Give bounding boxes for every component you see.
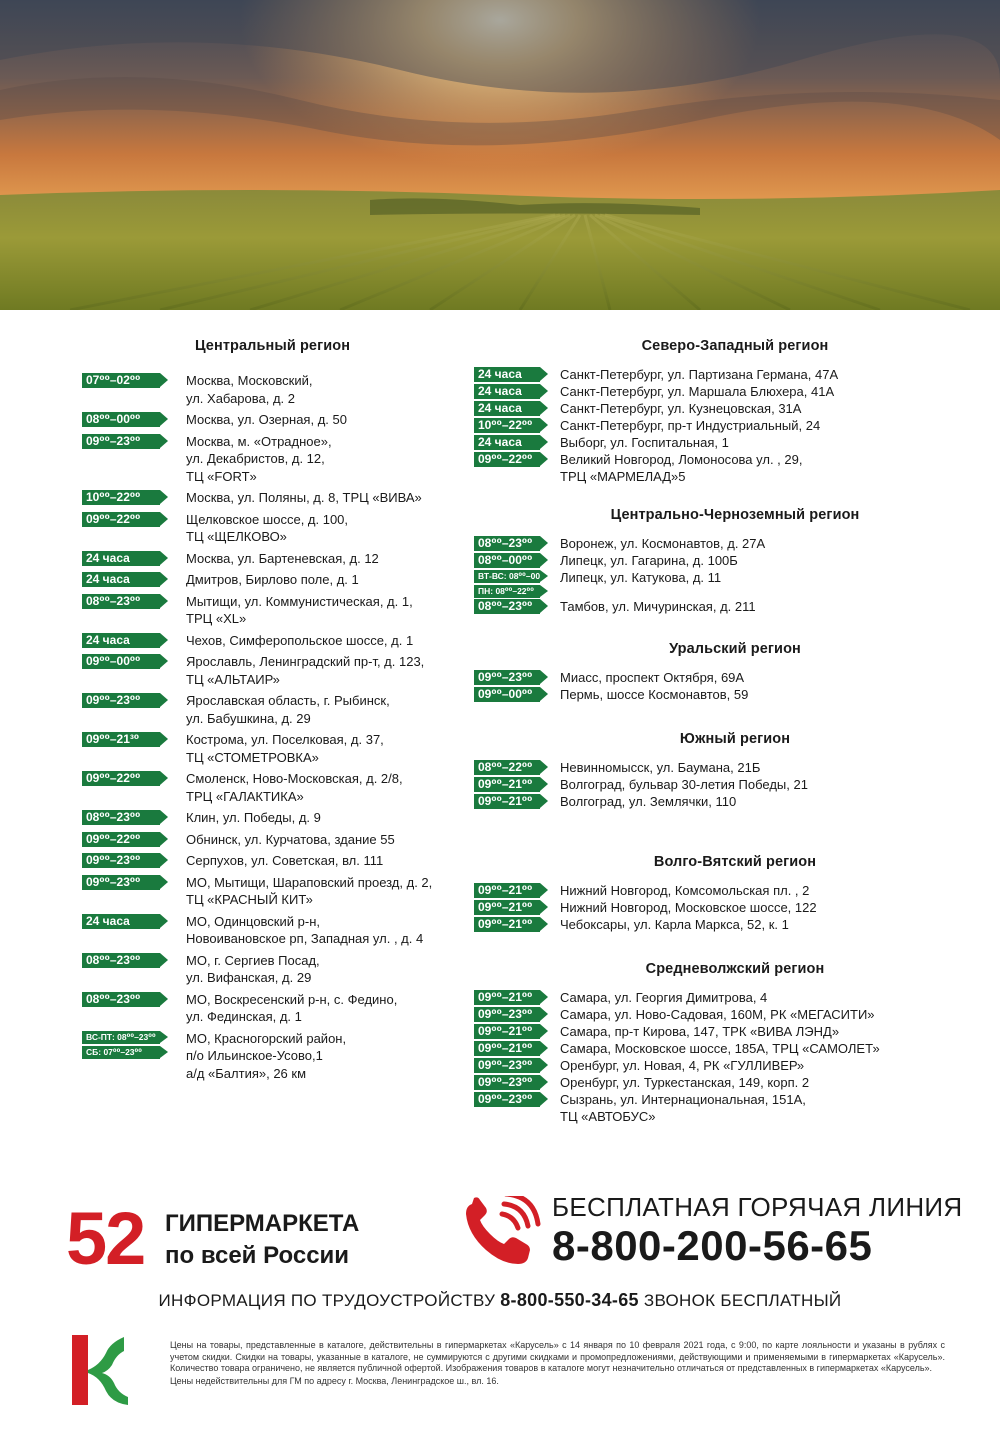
opening-hours: [82, 551, 160, 566]
region-title: Волго-Вятский регион: [653, 854, 817, 870]
store-address: Оренбург, ул. Новая, 4, РК «ГУЛЛИВЕР»: [560, 1058, 805, 1073]
hours-tag: 09⁰⁰–22⁰⁰: [82, 771, 160, 786]
hours-tag: 09⁰⁰–23⁰⁰: [474, 1058, 540, 1073]
opening-hours: [82, 693, 160, 708]
hours-tag: 24 часа: [474, 435, 540, 450]
opening-hours: [474, 777, 540, 792]
opening-hours: [474, 1041, 540, 1056]
opening-hours: [474, 990, 540, 1005]
store-address: Самара, Московское шоссе, 185А, ТРЦ «САМОЛЕТ»: [560, 1041, 880, 1056]
region-title: Центрально-Черноземный регион: [610, 507, 860, 523]
region-title: Средневолжский регион: [645, 961, 825, 977]
store-entry: [470, 1074, 1000, 1091]
store-address: МО, Красногорский район, п/о Ильинское-Усово,1 а/д «Балтия», 26 км: [186, 1030, 347, 1081]
opening-hours: [82, 412, 160, 427]
hypermarket-count: 52: [66, 1197, 145, 1280]
hours-tag: 09⁰⁰–23⁰⁰: [82, 693, 160, 708]
store-entry: [0, 433, 470, 486]
store-entry: [0, 913, 470, 948]
store-address: МО, Мытищи, Шараповский проезд, д. 2, ТЦ «КРАСНЫЙ КИТ»: [186, 874, 433, 907]
store-entry: [0, 632, 470, 650]
store-address: МО, Одинцовский р-н, Новоивановское рп, Западная ул. , д. 4: [186, 913, 424, 946]
store-entry: [470, 383, 1000, 400]
store-address: Дмитров, Бирлово поле, д. 1: [186, 572, 359, 587]
hours-tag: 08⁰⁰–22⁰⁰: [474, 760, 540, 775]
store-address: Сызрань, ул. Интернациональная, 151А, ТЦ «АВТОБУС»: [560, 1092, 806, 1124]
jobs-phone-number[interactable]: 8-800-550-34-65: [500, 1290, 639, 1310]
region-block: [470, 961, 1000, 1125]
opening-hours: [82, 373, 160, 388]
store-address: МО, Воскресенский р-н, с. Федино, ул. Фединская, д. 1: [186, 991, 398, 1024]
store-address: Тамбов, ул. Мичуринская, д. 211: [560, 599, 756, 614]
store-address: Самара, ул. Георгия Димитрова, 4: [560, 990, 768, 1005]
store-address: Великий Новгород, Ломоносова ул. , 29, ТРЦ «МАРМЕЛАД»5: [560, 452, 803, 484]
store-address: Пермь, шоссе Космонавтов, 59: [560, 687, 749, 702]
opening-hours: [474, 452, 540, 467]
store-address: Москва, ул. Бартеневская, д. 12: [186, 550, 379, 566]
hours-tag: 09⁰⁰–23⁰⁰: [82, 875, 160, 890]
hours-tag: ВС-ПТ: 08⁰⁰–23⁰⁰: [82, 1031, 160, 1044]
region-block: [470, 338, 1000, 485]
opening-hours: [474, 900, 540, 915]
hero-landscape-image: [0, 0, 1000, 310]
opening-hours: [474, 1007, 540, 1022]
opening-hours: [474, 794, 540, 809]
store-entry: [0, 952, 470, 987]
karusel-logo-icon: [66, 1335, 132, 1405]
opening-hours: [82, 992, 160, 1007]
opening-hours: [474, 435, 540, 450]
store-entry: [470, 366, 1000, 383]
region-title: Центральный регион: [194, 338, 351, 354]
store-address: Москва, ул. Поляны, д. 8, ТРЦ «ВИВА»: [186, 490, 422, 505]
opening-hours: [82, 810, 160, 825]
store-address: Москва, ул. Озерная, д. 50: [186, 412, 347, 427]
store-entry: [0, 831, 470, 849]
store-address: Воронеж, ул. Космонавтов, д. 27А: [560, 536, 766, 551]
hours-tag: 09⁰⁰–21⁰⁰: [474, 1041, 540, 1056]
store-address: МО, г. Сергиев Посад, ул. Вифанская, д. 29: [186, 952, 320, 985]
opening-hours: [82, 732, 160, 747]
store-address: Санкт-Петербург, пр-т Индустриальный, 24: [560, 418, 821, 433]
opening-hours: [474, 670, 540, 685]
store-entry: [0, 489, 470, 507]
store-entry: [0, 571, 470, 589]
hours-tag: ВТ-ВС: 08⁰⁰–00⁰⁰: [474, 570, 540, 583]
store-entry: [0, 852, 470, 870]
store-entry: [0, 653, 470, 688]
store-address: Клин, ул. Победы, д. 9: [186, 810, 321, 825]
opening-hours: [82, 512, 160, 527]
store-entry: [470, 916, 1000, 933]
store-address: Мытищи, ул. Коммунистическая, д. 1, ТРЦ «XL»: [186, 593, 413, 626]
hours-tag: 09⁰⁰–21⁰⁰: [474, 777, 540, 792]
opening-hours: [474, 1058, 540, 1073]
hours-tag: 10⁰⁰–22⁰⁰: [82, 490, 160, 505]
store-entry: [0, 692, 470, 727]
store-entry: [470, 400, 1000, 417]
jobs-prefix: ИНФОРМАЦИЯ ПО ТРУДОУСТРОЙСТВУ: [158, 1291, 496, 1310]
store-entry: [470, 793, 1000, 810]
hours-tag: 09⁰⁰–22⁰⁰: [82, 512, 160, 527]
store-entry: [0, 511, 470, 546]
hours-tag: 08⁰⁰–23⁰⁰: [82, 594, 160, 609]
hours-tag: 09⁰⁰–00⁰⁰: [474, 687, 540, 702]
hours-tag: 09⁰⁰–21⁰⁰: [474, 1024, 540, 1039]
store-entry: [0, 1030, 470, 1083]
store-address: Выборг, ул. Госпитальная, 1: [560, 435, 729, 450]
store-entry: [470, 417, 1000, 434]
store-entry: [0, 770, 470, 805]
disclaimer-paragraph: Цены на товары, представленные в каталоге, действительны в гипермаркетах «Карусель» с 14 января по 10 февраля 2021 года, с 9:00, по карте лояльности и указаны в рублях с учетом скидки. Скидки на товары, указанные в каталоге, не суммируются с другими скидками и промопредложениями, действующими и применяемыми в гипермаркетах «Карусель». Количество товара ограничено, не является публичной офертой. Изображения товаров в каталоге могут незначительно отличаться от представленных в гипермаркетах «Карусель».: [170, 1340, 945, 1373]
hours-tag: 10⁰⁰–22⁰⁰: [474, 418, 540, 433]
region-block: [470, 731, 1000, 810]
store-entry: [0, 991, 470, 1026]
opening-hours: [82, 1031, 160, 1059]
hours-tag: 09⁰⁰–21⁰⁰: [474, 990, 540, 1005]
opening-hours: [474, 570, 548, 598]
region-block: [470, 641, 1000, 703]
hours-tag: 08⁰⁰–23⁰⁰: [82, 810, 160, 825]
hours-tag: 09⁰⁰–23⁰⁰: [474, 1007, 540, 1022]
hours-tag: 08⁰⁰–23⁰⁰: [474, 536, 540, 551]
store-address: Волгоград, бульвар 30-летия Победы, 21: [560, 777, 808, 792]
opening-hours: [82, 853, 160, 868]
jobs-info-line: [0, 1290, 1000, 1311]
store-entry: [470, 552, 1000, 569]
store-entry: [470, 759, 1000, 776]
store-address: Щелковское шоссе, д. 100, ТЦ «ЩЕЛКОВО»: [186, 511, 349, 544]
opening-hours: [82, 875, 160, 890]
store-address: Санкт-Петербург, ул. Партизана Германа, 47А: [560, 367, 839, 382]
store-address: Оренбург, ул. Туркестанская, 149, корп. 2: [560, 1075, 810, 1090]
jobs-suffix: ЗВОНОК БЕСПЛАТНЫЙ: [643, 1291, 842, 1310]
store-entry: [470, 669, 1000, 686]
store-address: Нижний Новгород, Комсомольская пл. , 2: [560, 883, 810, 898]
store-address: Обнинск, ул. Курчатова, здание 55: [186, 831, 395, 847]
opening-hours: [474, 384, 540, 399]
region-block: [470, 507, 1000, 615]
store-entry: [470, 1091, 1000, 1125]
hours-tag: 09⁰⁰–23⁰⁰: [82, 853, 160, 868]
hours-tag: 24 часа: [82, 572, 160, 587]
opening-hours: [474, 1092, 540, 1107]
hours-tag: 09⁰⁰–00⁰⁰: [82, 654, 160, 669]
store-address: Санкт-Петербург, ул. Кузнецовская, 31А: [560, 401, 802, 416]
hours-tag: 24 часа: [82, 633, 160, 648]
region-central: [0, 338, 470, 1082]
hours-tag: 09⁰⁰–23⁰⁰: [474, 1092, 540, 1107]
store-address: Самара, ул. Ново-Садовая, 160М, РК «МЕГАСИТИ»: [560, 1007, 875, 1022]
opening-hours: [474, 536, 540, 551]
store-entry: [470, 569, 1000, 598]
store-address: Чехов, Симферопольское шоссе, д. 1: [186, 632, 414, 648]
opening-hours: [474, 1075, 540, 1090]
count-label-line2: по всей России: [165, 1242, 350, 1269]
opening-hours: [82, 832, 160, 847]
opening-hours: [82, 434, 160, 449]
store-address: Волгоград, ул. Землячки, 110: [560, 794, 737, 809]
hours-tag: СБ: 07⁰⁰–23⁰⁰: [82, 1046, 160, 1059]
hours-tag: 09⁰⁰–23⁰⁰: [474, 1075, 540, 1090]
store-address: Москва, Московский, ул. Хабарова, д. 2: [186, 373, 313, 406]
opening-hours: [474, 1024, 540, 1039]
hours-tag: 09⁰⁰–21³⁰: [82, 732, 160, 747]
region-title: Северо-Западный регион: [641, 338, 829, 354]
store-entry: [470, 535, 1000, 552]
store-entry: [470, 989, 1000, 1006]
region-block: [470, 854, 1000, 933]
hours-tag: 08⁰⁰–23⁰⁰: [82, 992, 160, 1007]
hours-tag: 08⁰⁰–00⁰⁰: [82, 412, 160, 427]
opening-hours: [474, 883, 540, 898]
store-entry: [470, 882, 1000, 899]
opening-hours: [474, 599, 540, 614]
opening-hours: [82, 654, 160, 669]
store-entry: [0, 411, 470, 429]
store-address: Москва, м. «Отрадное», ул. Декабристов, д. 12, ТЦ «FORT»: [186, 433, 332, 484]
store-entry: [470, 1006, 1000, 1023]
store-entry: [470, 598, 1000, 615]
store-entry: [0, 593, 470, 628]
store-address: Самара, пр-т Кирова, 147, ТРК «ВИВА ЛЭНД»: [560, 1024, 840, 1039]
hours-tag: 09⁰⁰–22⁰⁰: [82, 832, 160, 847]
store-address: Нижний Новгород, Московское шоссе, 122: [560, 900, 817, 915]
opening-hours: [474, 401, 540, 416]
opening-hours: [82, 953, 160, 968]
hours-tag: 09⁰⁰–23⁰⁰: [474, 670, 540, 685]
store-entry: [470, 686, 1000, 703]
store-entry: [0, 809, 470, 827]
opening-hours: [474, 917, 540, 932]
hours-tag: 09⁰⁰–21⁰⁰: [474, 883, 540, 898]
hours-tag: 08⁰⁰–23⁰⁰: [474, 599, 540, 614]
hotline-number[interactable]: 8-800-200-56-65: [552, 1222, 873, 1269]
region-title: Уральский регион: [669, 641, 801, 657]
store-address: Миасс, проспект Октября, 69А: [560, 670, 745, 685]
opening-hours: [82, 914, 160, 929]
hypermarket-count-label: [165, 1208, 359, 1272]
opening-hours: [474, 367, 540, 382]
store-entry: [0, 874, 470, 909]
opening-hours: [82, 572, 160, 587]
store-address: Смоленск, Ново-Московская, д. 2/8, ТРЦ «ГАЛАКТИКА»: [186, 771, 403, 804]
opening-hours: [82, 594, 160, 609]
store-entry: [470, 451, 1000, 485]
store-entry: [0, 731, 470, 766]
store-entry: [470, 776, 1000, 793]
hotline-title: БЕСПЛАТНАЯ ГОРЯЧАЯ ЛИНИЯ: [552, 1192, 963, 1222]
store-address: Чебоксары, ул. Карла Маркса, 52, к. 1: [560, 917, 789, 932]
hours-tag: 09⁰⁰–21⁰⁰: [474, 900, 540, 915]
right-region-column: [470, 338, 1000, 1125]
count-label-line1: ГИПЕРМАРКЕТА: [165, 1210, 360, 1237]
store-address: Липецк, ул. Катукова, д. 11: [560, 570, 722, 585]
hours-tag: 09⁰⁰–22⁰⁰: [474, 452, 540, 467]
left-region-column: [0, 338, 470, 1086]
disclaimer-paragraph: Цены недействительны для ГМ по адресу г. Москва, Ленинградское ш., вл. 16.: [170, 1375, 499, 1386]
hours-tag: 08⁰⁰–00⁰⁰: [474, 553, 540, 568]
store-address: Серпухов, ул. Советская, вл. 111: [186, 853, 384, 868]
store-entry: [0, 372, 470, 407]
hours-tag: 08⁰⁰–23⁰⁰: [82, 953, 160, 968]
region-title: Южный регион: [679, 731, 791, 747]
store-entry: [470, 434, 1000, 451]
hours-tag: ПН: 08⁰⁰–22⁰⁰: [474, 585, 540, 598]
legal-disclaimer: [170, 1340, 945, 1388]
opening-hours: [82, 490, 160, 505]
opening-hours: [474, 760, 540, 775]
opening-hours: [474, 687, 540, 702]
store-address: Ярославская область, г. Рыбинск, ул. Бабушкина, д. 29: [186, 693, 390, 726]
hours-tag: 07⁰⁰–02⁰⁰: [82, 373, 160, 388]
store-entry: [470, 1023, 1000, 1040]
store-address: Ярославль, Ленинградский пр-т, д. 123, ТЦ «АЛЬТАИР»: [186, 654, 425, 687]
store-address: Невинномысск, ул. Баумана, 21Б: [560, 760, 761, 775]
hours-tag: 09⁰⁰–23⁰⁰: [82, 434, 160, 449]
store-address: Санкт-Петербург, ул. Маршала Блюхера, 41А: [560, 384, 835, 399]
store-entry: [470, 899, 1000, 916]
phone-icon: [462, 1196, 542, 1273]
opening-hours: [82, 771, 160, 786]
store-address: Кострома, ул. Поселковая, д. 37, ТЦ «СТОМЕТРОВКА»: [186, 732, 384, 765]
hours-tag: 24 часа: [474, 384, 540, 399]
hours-tag: 24 часа: [474, 401, 540, 416]
store-entry: [470, 1057, 1000, 1074]
opening-hours: [82, 633, 160, 648]
opening-hours: [474, 553, 540, 568]
store-entry: [470, 1040, 1000, 1057]
opening-hours: [474, 418, 540, 433]
hours-tag: 24 часа: [474, 367, 540, 382]
hours-tag: 09⁰⁰–21⁰⁰: [474, 917, 540, 932]
hours-tag: 24 часа: [82, 551, 160, 566]
store-address: Липецк, ул. Гагарина, д. 100Б: [560, 553, 738, 568]
hours-tag: 09⁰⁰–21⁰⁰: [474, 794, 540, 809]
hours-tag: 24 часа: [82, 914, 160, 929]
store-entry: [0, 550, 470, 568]
